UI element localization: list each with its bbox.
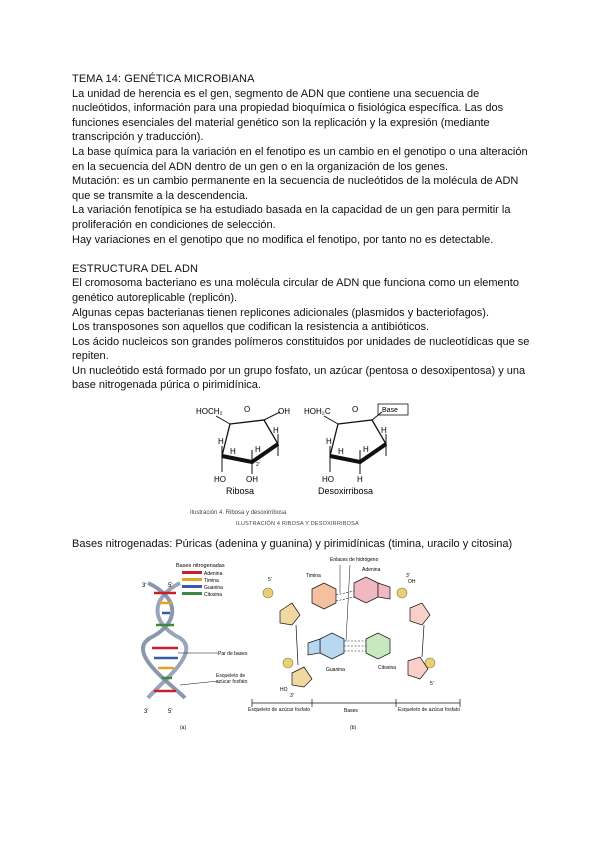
legend-label: Citosina [204, 592, 223, 598]
oh-label: OH [408, 579, 416, 585]
end-3-label: 3' [142, 583, 147, 589]
paragraph: Los transposones son aquellos que codifican la resistencia a antibióticos. [72, 321, 430, 334]
panel-a-label: (a) [180, 725, 187, 731]
ribose-ring [216, 412, 280, 474]
deoxyribose-h: H [338, 447, 344, 456]
timina-label: Timina [306, 573, 321, 579]
backbone-label: Esqueleto de azúcar fosfato [216, 673, 248, 685]
legend-swatch [182, 585, 202, 588]
deoxyribose-h: H [357, 475, 363, 484]
legend-swatch [182, 592, 202, 595]
paragraph: Un nucleótido está formado por un grupo fosfato, un azúcar (pentosa o desoxipentosa) y una base nitrogenada púrica o pirimidínica. [72, 364, 526, 392]
figure1-caption-upper: ILUSTRACIÓN 4 RIBOSA Y DESOXIRRIBOSA [236, 521, 359, 527]
legend-label: Adenina [204, 571, 223, 577]
end-5-label: 5' [168, 709, 173, 715]
figure1-caption: Ilustración 4. Ribosa y desoxirribosa [190, 510, 287, 516]
ho-label: HO [280, 687, 288, 693]
ribose-h: H [218, 437, 224, 446]
ribose-figure [186, 398, 420, 518]
legend-label: Timina [204, 578, 219, 584]
paragraph: La base química para la variación en el fenotipo es un cambio en el genotipo o una alteración en la secuencia del ADN dentro de un gen o en la organización de los genes. [72, 145, 528, 173]
dna-helix [143, 583, 186, 698]
guanina-label: Guanina [326, 667, 345, 673]
ribose-h: H [255, 445, 261, 454]
deoxyribose-name: Desoxirribosa [318, 486, 374, 496]
paragraph: La unidad de herencia es el gen, segmento de ADN que contiene una secuencia de nucleótidos, información para una propiedad bioquímica o fisiológica específica. Las dos funciones esenciales del material genético son la replicación y la expresión (mediante transcripción y traducción). [72, 87, 504, 144]
deoxyribose-ho: HO [322, 475, 334, 484]
base-box: Base [382, 407, 398, 414]
dna-figure [140, 553, 470, 735]
end-5-label: 5' [268, 577, 272, 583]
paragraph: El cromosoma bacteriano es una molécula circular de ADN que funciona como un elemento genético autoreplicable (replicón). [72, 277, 519, 304]
section-genetica [72, 72, 532, 393]
deoxyribose-ring [324, 404, 408, 474]
paragraph: La variación fenotípica se ha estudiado basada en la capacidad de un gen para permitir la proliferación en condiciones de selección. [72, 204, 511, 231]
hbond-label: Enlaces de hidrógeno [330, 557, 379, 563]
citosina-label: Citosina [378, 665, 397, 671]
bracket-lines [252, 699, 460, 707]
adenina-label: Adenina [362, 567, 381, 573]
panel-b-label: (b) [350, 725, 357, 731]
ribose-ho: HO [214, 475, 226, 484]
paragraph: Algunas cepas bacterianas tienen replicones adicionales (plasmidos y bacteriofagos). [72, 306, 490, 319]
ribose-prime: 2' [256, 462, 260, 468]
legend-swatch [182, 571, 202, 574]
ribose-h: H [230, 447, 236, 456]
paragraph: Mutación: es un cambio permanente en la secuencia de nucleótidos de la molécula de ADN que se transmite a la descendencia. [72, 175, 519, 202]
end-5-label: 5' [430, 681, 434, 687]
bottom-right-label: Esqueleto de azúcar fosfato [398, 707, 460, 713]
end-3-label: 3' [290, 693, 294, 699]
legend-label: Guanina [204, 585, 223, 591]
ribose-oh: OH [246, 475, 258, 484]
bottom-mid-label: Bases [344, 708, 358, 714]
legend-swatch [182, 578, 202, 581]
bottom-left-label: Esqueleto de azúcar fosfato [248, 707, 310, 713]
deoxyribose-h: H [326, 437, 332, 446]
paragraph: Los ácido nucleicos son grandes polímeros constituidos por unidades de nucleotídicas que se repiten. [72, 335, 530, 363]
section-title-estructura: ESTRUCTURA DEL ADN [72, 262, 199, 275]
ribose-group: HOCH₂ [196, 407, 223, 416]
bases-paragraph: Bases nitrogenadas: Púricas (adenina y guanina) y pirimidínicas (timina, uracilo y citosina) [72, 538, 513, 550]
section-title-genetica: TEMA 14: GENÉTICA MICROBIANA [72, 73, 255, 85]
deoxyribose-h: H [363, 445, 369, 454]
deoxyribose-group: HOH₂C [304, 407, 331, 416]
ribose-oh: OH [278, 407, 290, 416]
end-5-label: 5' [168, 583, 173, 589]
ribose-name: Ribosa [226, 486, 255, 496]
deoxyribose-h: H [381, 426, 387, 435]
ribose-h: H [273, 426, 279, 435]
deoxyribose-o: O [352, 405, 359, 414]
legend [182, 571, 223, 598]
ribose-o: O [244, 405, 251, 414]
base-pair-label: Par de bases [218, 651, 248, 657]
end-3-label: 3' [406, 573, 410, 579]
paragraph: Hay variaciones en el genotipo que no modifica el fenotipo, por tanto no es detectable. [72, 233, 494, 246]
legend-title: Bases nitrogenadas [176, 563, 225, 569]
end-3-label: 3' [144, 709, 149, 715]
